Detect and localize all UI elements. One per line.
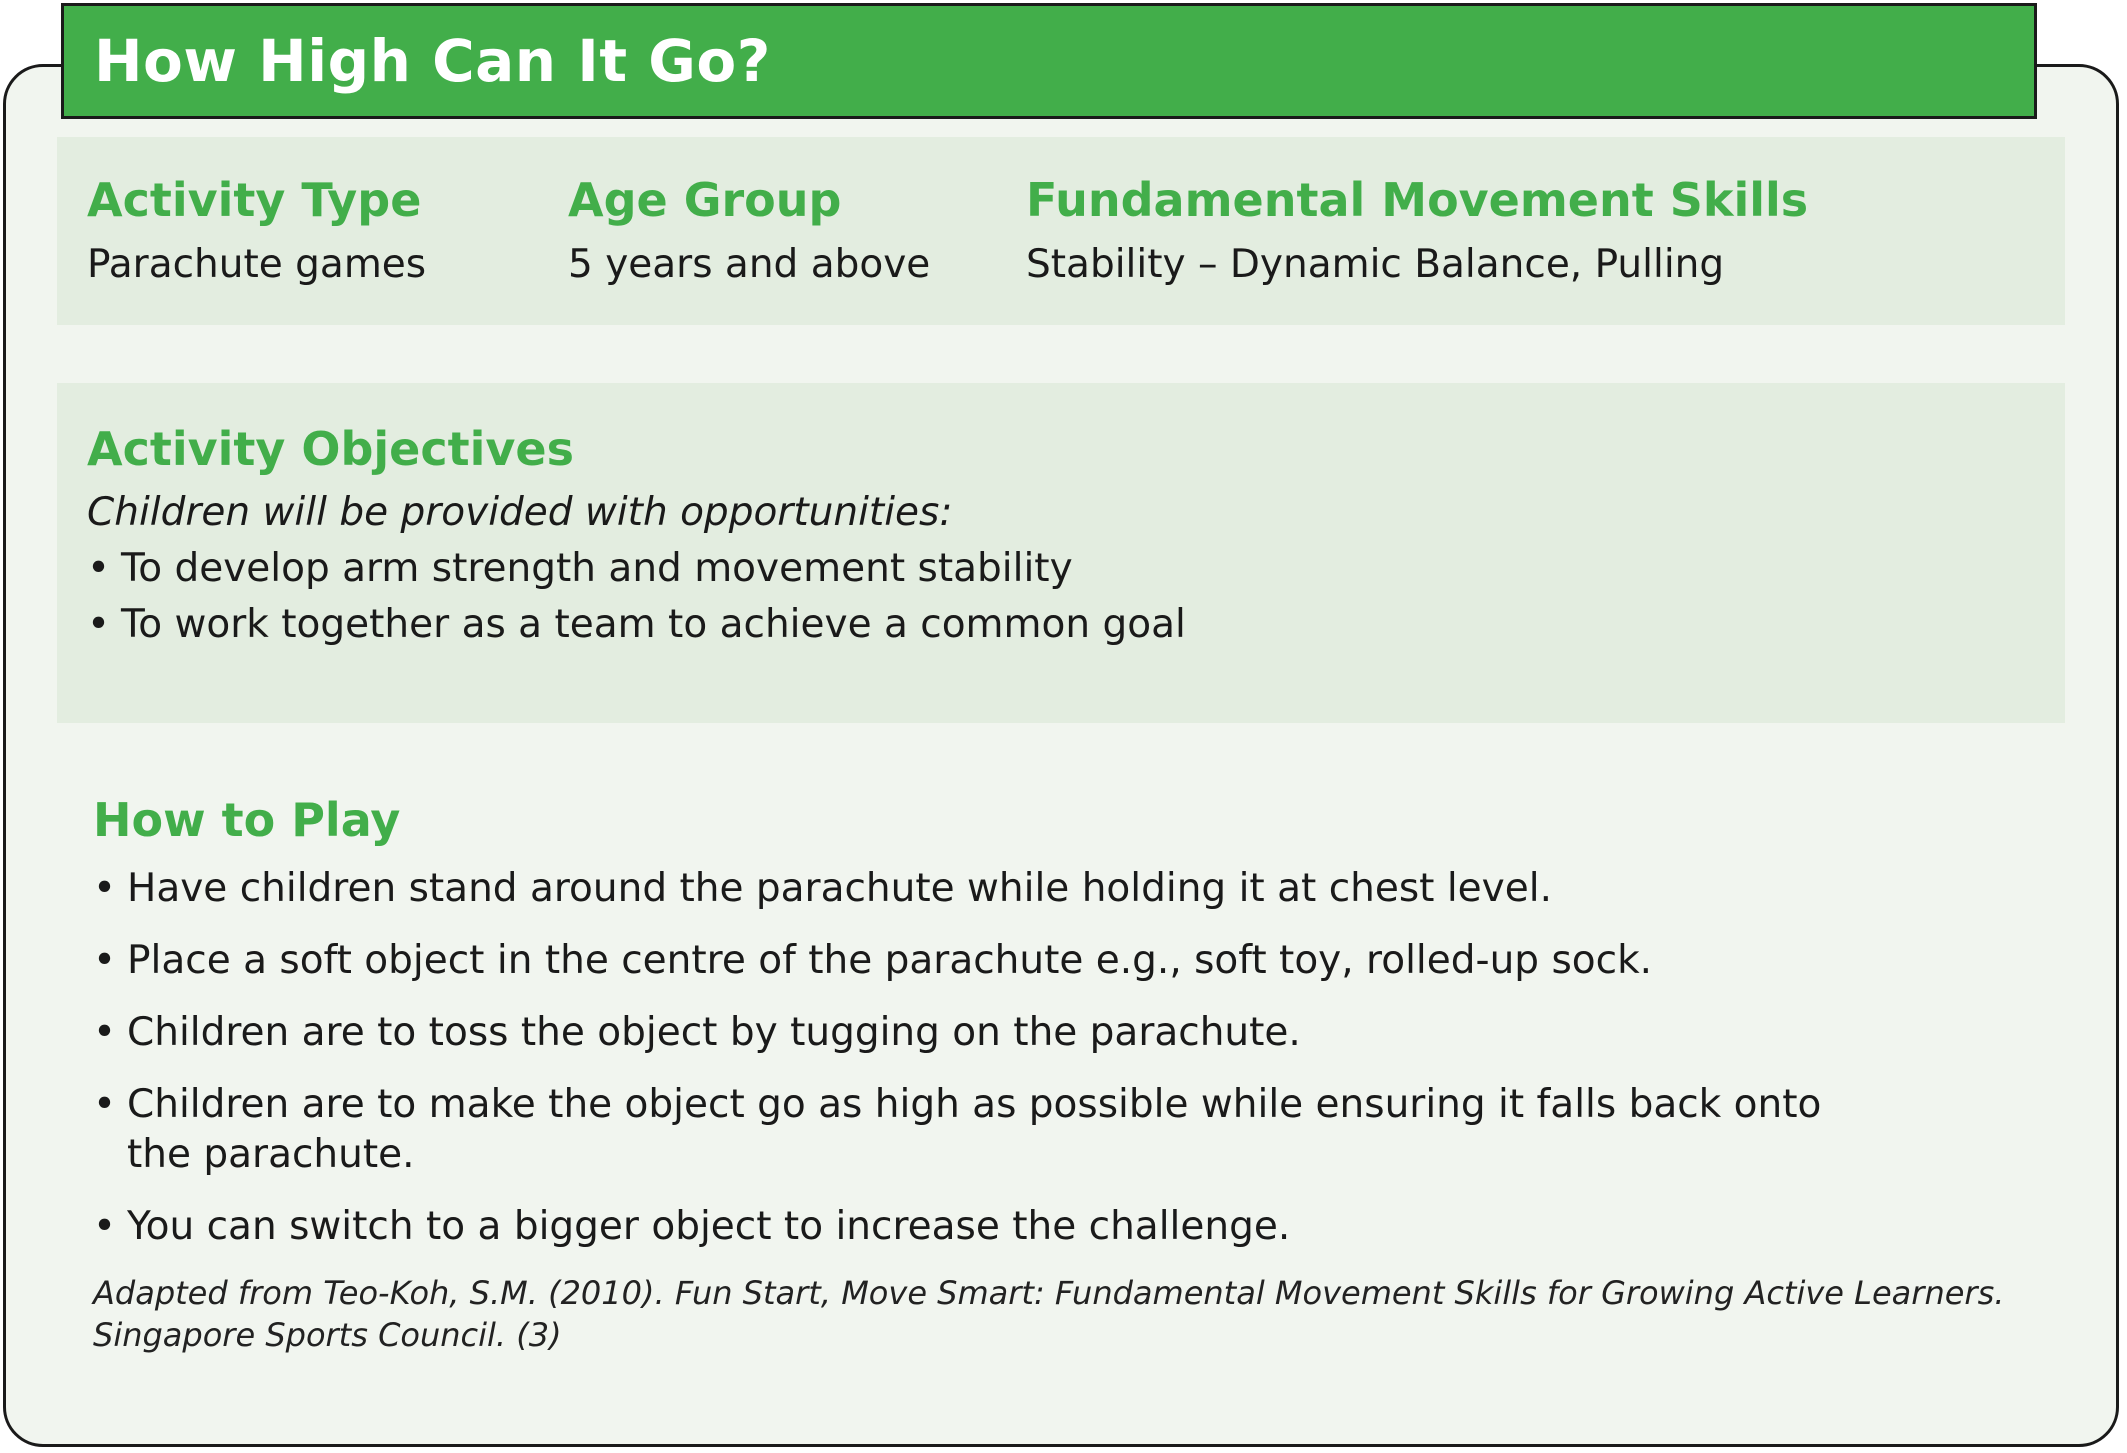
- bullet-icon: •: [93, 1009, 117, 1055]
- age-group-section: [568, 173, 931, 287]
- list-item: [87, 602, 1186, 661]
- skills-value: Stability – Dynamic Balance, Pulling: [1026, 242, 1725, 287]
- list-item: [93, 1008, 1867, 1058]
- list-item: [87, 546, 1186, 605]
- list-item: [93, 936, 1867, 986]
- age-group-value: 5 years and above: [568, 242, 931, 287]
- objective-text: To work together as a team to achieve a common goal: [121, 602, 1186, 647]
- list-item: [93, 1202, 1867, 1252]
- activity-type-section: [87, 173, 427, 287]
- bullet-icon: •: [93, 937, 117, 983]
- bullet-icon: •: [87, 546, 111, 591]
- bullet-icon: •: [93, 1081, 117, 1127]
- instruction-text: Children are to make the object go as high as possible while ensuring it falls back onto the parachute.: [127, 1081, 1822, 1177]
- activity-type-heading: Activity Type: [87, 173, 422, 227]
- objectives-heading: Activity Objectives: [87, 422, 574, 476]
- bullet-icon: •: [93, 1203, 117, 1249]
- skills-section: [1026, 173, 1809, 287]
- objective-text: To develop arm strength and movement stability: [121, 546, 1073, 591]
- bullet-icon: •: [93, 866, 117, 911]
- how-to-play-heading: How to Play: [93, 793, 401, 847]
- objectives-panel: [57, 383, 2065, 723]
- title-banner: [61, 3, 2037, 119]
- age-group-heading: Age Group: [568, 173, 842, 227]
- skills-heading: Fundamental Movement Skills: [1026, 173, 1809, 227]
- how-to-play-list: [93, 864, 1867, 1273]
- list-item: [93, 864, 1867, 914]
- objectives-list: [87, 546, 1186, 661]
- list-item: [93, 1080, 1867, 1180]
- info-panel: [57, 137, 2065, 325]
- activity-type-value: Parachute games: [87, 242, 427, 287]
- instruction-text: You can switch to a bigger object to increase the challenge.: [127, 1203, 1291, 1249]
- instruction-text: Have children stand around the parachute while holding it at chest level.: [127, 866, 1552, 911]
- bullet-icon: •: [87, 602, 111, 647]
- objectives-intro: Children will be provided with opportunities:: [87, 490, 953, 535]
- page-title: How High Can It Go?: [94, 27, 771, 95]
- instruction-text: Place a soft object in the centre of the parachute e.g., soft toy, rolled-up sock.: [127, 937, 1653, 983]
- citation: Adapted from Teo-Koh, S.M. (2010). Fun Start, Move Smart: Fundamental Movement Skills for Growing Active Learners. Singapore Sports Council. (3): [93, 1274, 2005, 1355]
- instruction-text: Children are to toss the object by tugging on the parachute.: [127, 1009, 1301, 1055]
